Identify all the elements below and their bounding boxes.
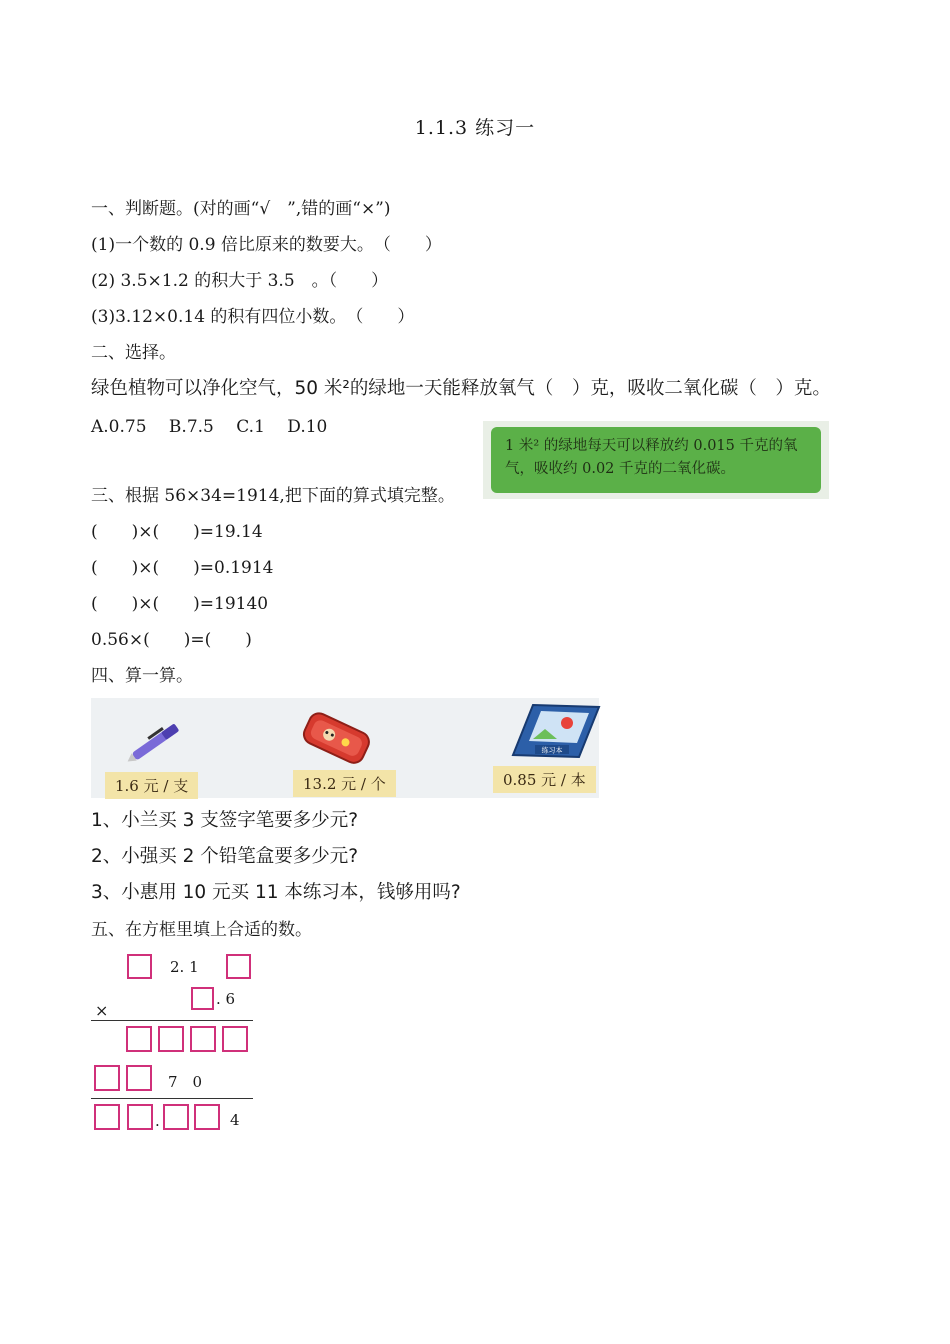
section4-question-3: 3、小惠用 10 元买 11 本练习本，钱够用吗?	[91, 882, 461, 903]
divider-line	[91, 1098, 253, 1099]
pencil-case-icon	[296, 708, 376, 770]
info-line-1: 1 米² 的绿地每天可以释放约 0.015 千克的氧	[505, 438, 798, 454]
info-image	[483, 421, 829, 499]
section4-question-2: 2、小强买 2 个铅笔盒要多少元?	[91, 846, 359, 867]
price-pen: 1.6 元 / 支	[105, 772, 198, 799]
info-line-2: 气，吸收约 0.02 千克的二氧化碳。	[505, 461, 736, 477]
section2-question: 绿色植物可以净化空气，50 米²的绿地一天能释放氧气（ ）克，吸收二氧化碳（ ）克。	[91, 378, 831, 399]
page-title: 1.1.3 练习一	[414, 117, 536, 139]
section4-question-1: 1、小兰买 3 支签字笔要多少元?	[91, 810, 359, 831]
blank-box[interactable]	[94, 1065, 120, 1091]
blank-box[interactable]	[158, 1026, 184, 1052]
section3-equation-3: ( )×( )=19140	[91, 594, 269, 614]
section3-equation-4: 0.56×( )=( )	[91, 630, 252, 650]
blank-box[interactable]	[163, 1104, 189, 1130]
blank-box[interactable]	[226, 954, 251, 979]
price-pencil-case: 13.2 元 / 个	[293, 770, 396, 797]
times-sign: ×	[95, 1001, 109, 1020]
blank-box[interactable]	[94, 1104, 120, 1130]
blank-box[interactable]	[190, 1026, 216, 1052]
section1-heading: 一、判断题。(对的画“√ ”,错的画“×”)	[91, 199, 391, 219]
blank-box[interactable]	[127, 1104, 153, 1130]
blank-box[interactable]	[222, 1026, 248, 1052]
blank-box[interactable]	[127, 954, 152, 979]
notebook-label: 练习本	[541, 746, 563, 755]
section4-heading: 四、算一算。	[91, 666, 193, 686]
blank-box[interactable]	[126, 1026, 152, 1052]
section2-options: A.0.75 B.7.5 C.1 D.10	[91, 417, 328, 437]
notebook-icon	[503, 703, 601, 761]
section1-question-3: (3)3.12×0.14 的积有四位小数。 （ ）	[91, 307, 415, 327]
section3-heading: 三、根据 56×34=1914,把下面的算式填完整。	[91, 486, 455, 506]
pen-icon	[121, 713, 191, 768]
price-notebook: 0.85 元 / 本	[493, 766, 596, 793]
row1-digits: 2. 1	[170, 958, 199, 976]
section1-question-2: (2) 3.5×1.2 的积大于 3.5 。（ ）	[91, 271, 389, 291]
items-image	[91, 698, 599, 798]
row5-digit: 4	[230, 1111, 240, 1129]
blank-box[interactable]	[191, 987, 214, 1010]
row5-dot: .	[155, 1112, 160, 1130]
section1-question-1: (1)一个数的 0.9 倍比原来的数要大。 （ ）	[91, 235, 442, 255]
divider-line	[91, 1020, 253, 1021]
section3-equation-2: ( )×( )=0.1914	[91, 558, 274, 578]
blank-box[interactable]	[194, 1104, 220, 1130]
section3-equation-1: ( )×( )=19.14	[91, 522, 263, 542]
section2-heading: 二、选择。	[91, 343, 176, 363]
row2-digits: . 6	[216, 990, 236, 1008]
blank-box[interactable]	[126, 1065, 152, 1091]
section5-heading: 五、在方框里填上合适的数。	[91, 920, 312, 940]
row4-digits: 7 0	[168, 1073, 203, 1091]
